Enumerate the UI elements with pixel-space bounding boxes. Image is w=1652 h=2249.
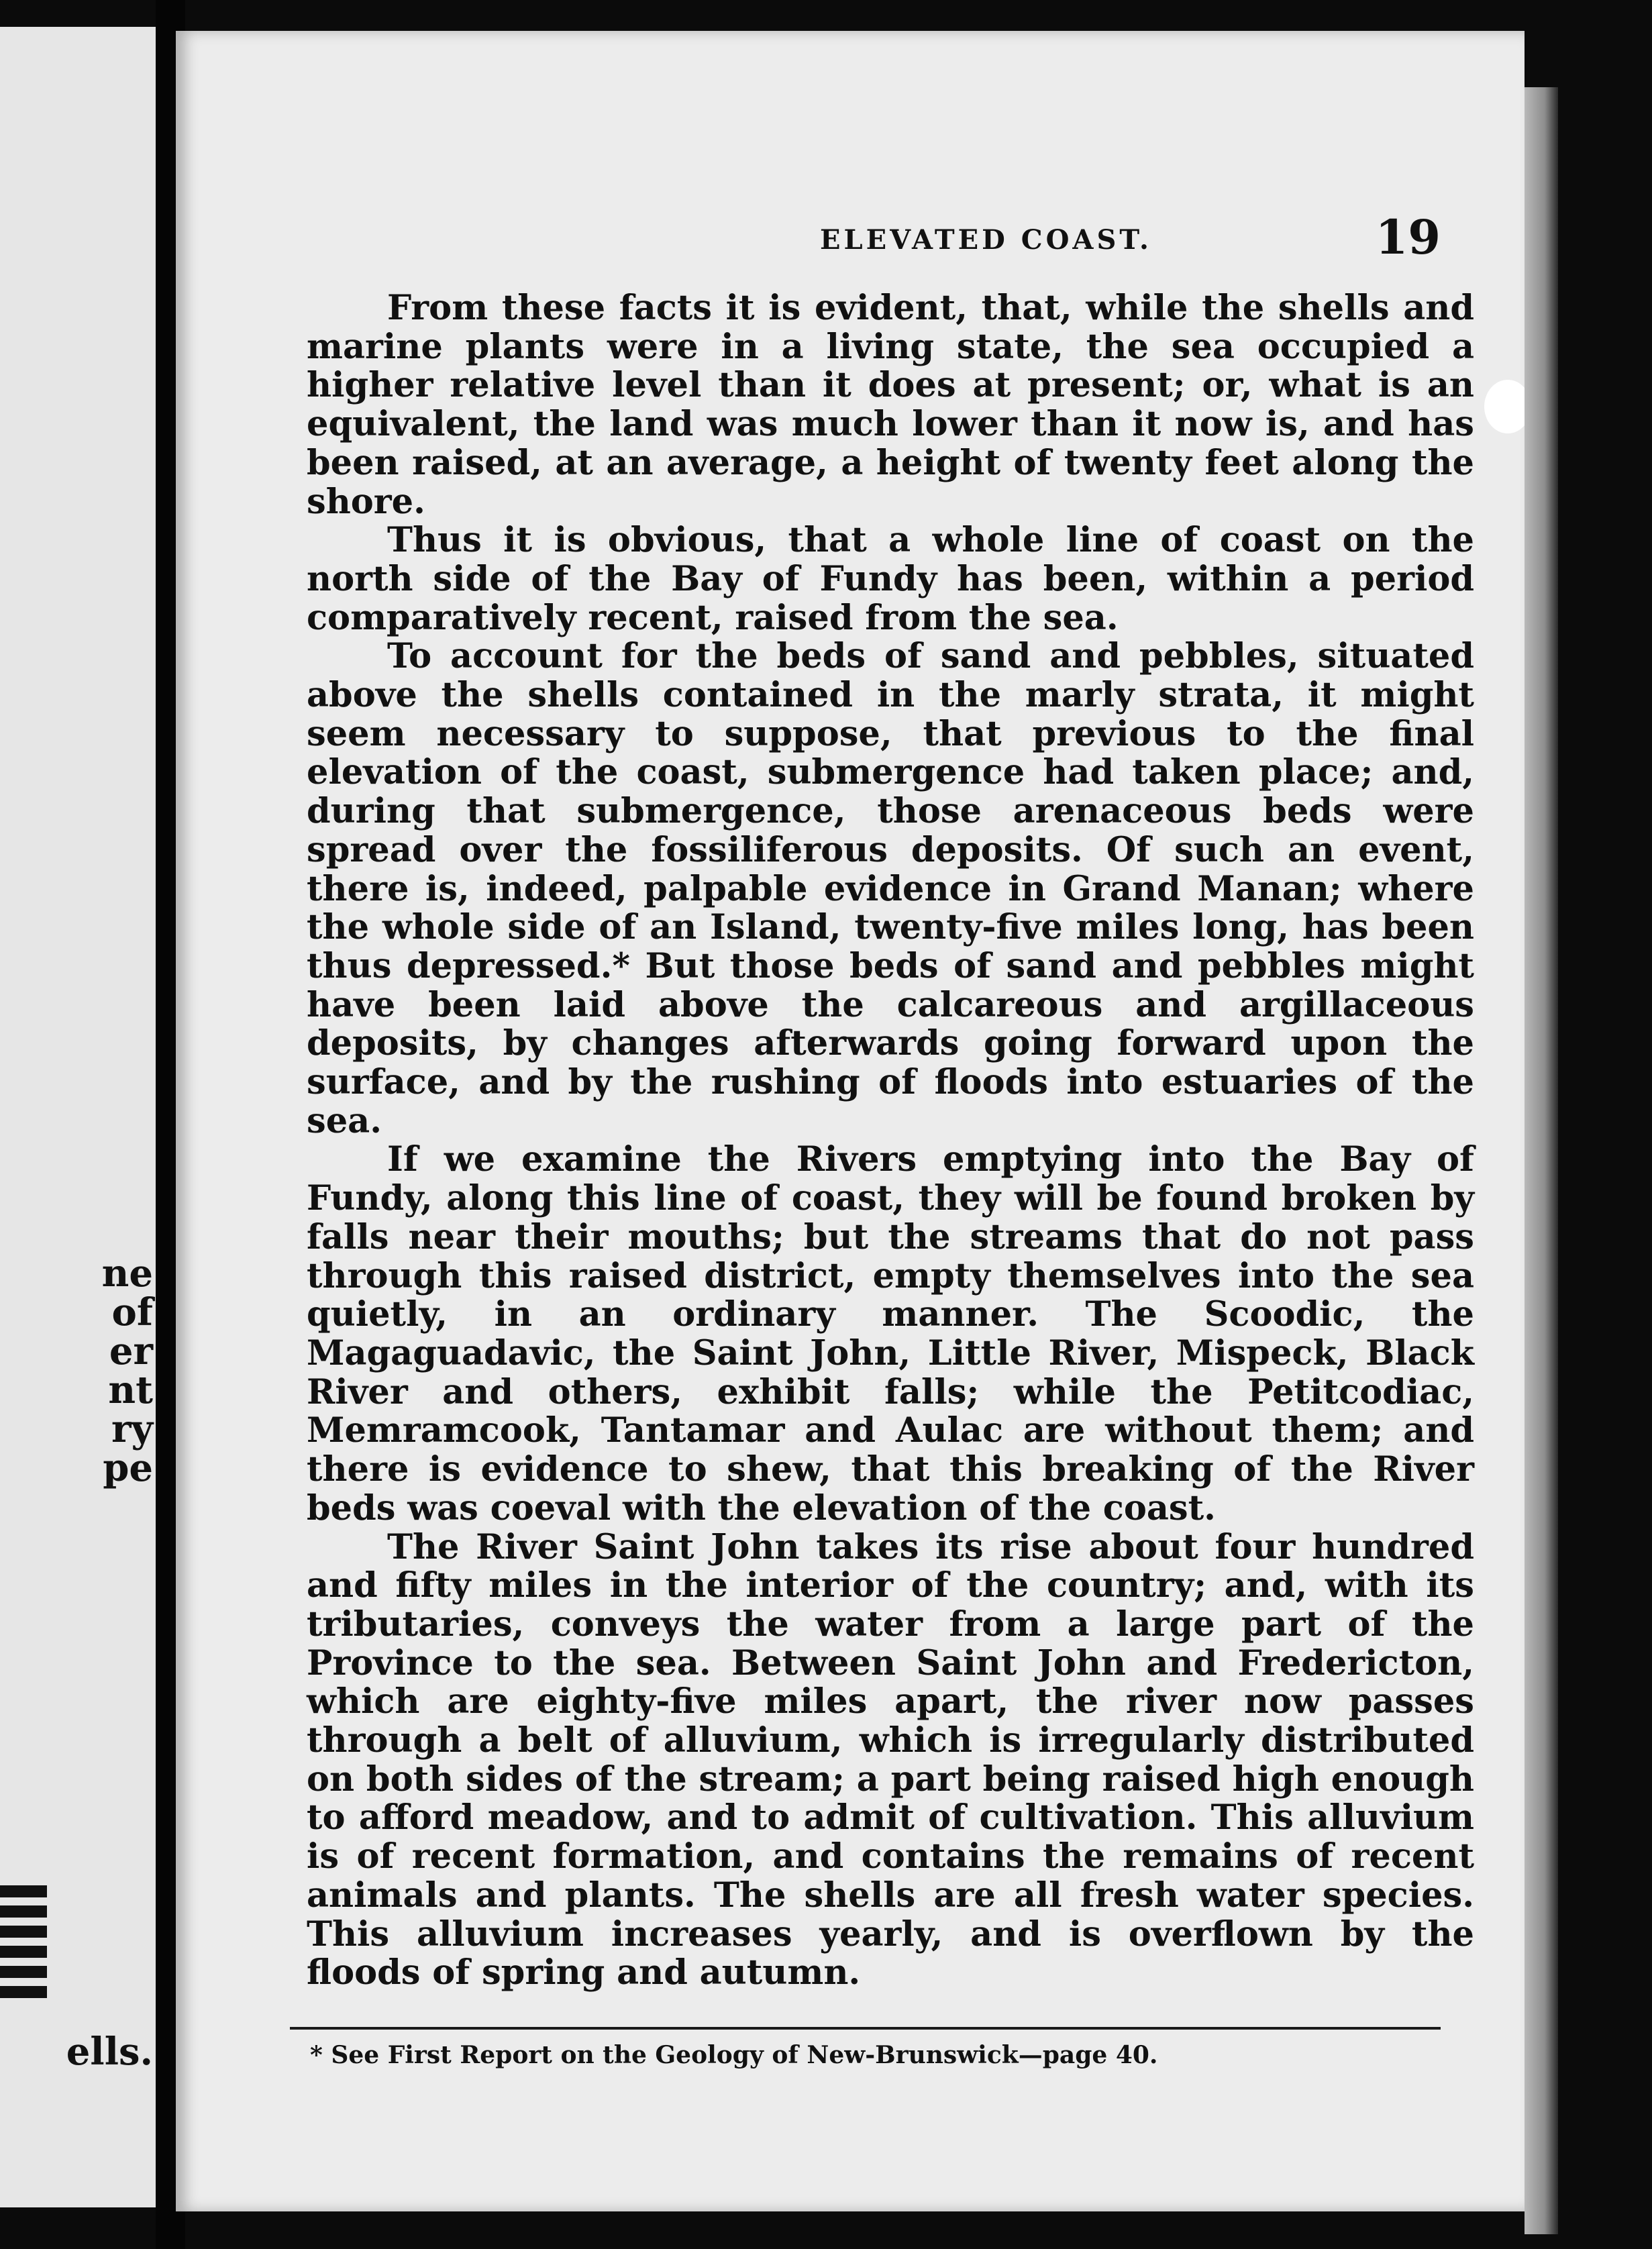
- left-page-fragment: er: [109, 1329, 153, 1373]
- left-page-fragment: ne: [101, 1251, 153, 1296]
- page-number: 19: [1375, 209, 1441, 265]
- paragraph: If we examine the Rivers emptying into the Bay of Fundy, along this line of coast, they will be found broken by falls near their mouths; but the streams that do not pass through this raised district, empty themselves into the sea quietly, in an ordinary manner. The Scoodic, the Magaguadavic, the Saint John, Little River, Mispeck, Black River and others, exhibit falls; while the Petitcodiac, Memramcook, Tantamar and Aulac are without them; and there is evidence to shew, that this breaking of the River beds was coeval with the elevation of the coast.: [307, 1139, 1474, 1528]
- left-page-fragment: nt: [108, 1368, 153, 1412]
- left-page-fragment: of: [111, 1290, 153, 1335]
- footnote: * See First Report on the Geology of New-Brunswick—page 40.: [310, 2041, 1158, 2069]
- paragraph: To account for the beds of sand and pebbles, situated above the shells contained in the marly strata, it might seem necessary to suppose, that previous to the final elevation of the coast, submergence had taken place; and, during that submergence, those arenaceous beds were spread over the fossiliferous deposits. Of such an event, there is, indeed, palpable evidence in Grand Manan; where the whole side of an Island, twenty-five miles long, has been thus depressed.* But those beds of sand and pebbles might have been laid above the calcareous and argillaceous deposits, by changes afterwards going forward upon the surface, and by the rushing of floods into estuaries of the sea.: [307, 636, 1474, 1141]
- left-facing-page: [0, 27, 156, 2207]
- book-page: [176, 31, 1525, 2211]
- paragraph: The River Saint John takes its rise about four hundred and fifty miles in the interior of the country; and, with its tributaries, conveys the water from a large part of the Province to the sea. Between Saint John and Fredericton, which are eighty-five miles apart, the river now passes through a belt of alluvium, which is irregularly distributed on both sides of the stream; a part being raised high enough to afford meadow, and to admit of cultivation. This alluvium is of recent formation, and contains the remains of recent animals and plants. The shells are all fresh water species. This alluvium increases yearly, and is overflown by the floods of spring and autumn.: [307, 1526, 1474, 1993]
- left-page-fragment: pe: [103, 1446, 153, 1490]
- running-head: ELEVATED COAST.: [820, 224, 1152, 256]
- left-page-text-fragments: [0, 27, 156, 2207]
- body-text: [307, 289, 1474, 1993]
- page-header: [310, 205, 1478, 279]
- page-edge-shadow: [1525, 87, 1558, 2234]
- paragraph: Thus it is obvious, that a whole line of coast on the north side of the Bay of Fundy has been, within a period comparatively recent, raised from the sea.: [307, 520, 1474, 638]
- paragraph: From these facts it is evident, that, while the shells and marine plants were in a living state, the sea occupied a higher relative level than it does at present; or, what is an equivalent, the land was much lower than it now is, and has been raised, at an average, a height of twenty feet along the shore.: [307, 288, 1474, 522]
- left-page-fragment: ells.: [66, 2030, 153, 2074]
- left-page-dark-marks: [0, 1885, 47, 2003]
- left-page-fragment: ry: [111, 1407, 153, 1451]
- footnote-rule: [290, 2027, 1441, 2030]
